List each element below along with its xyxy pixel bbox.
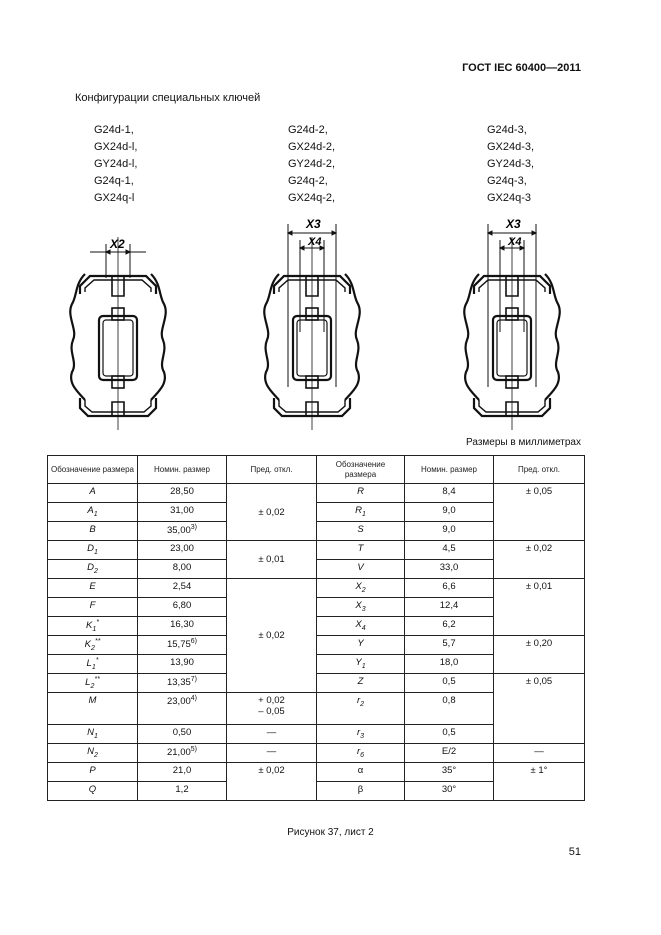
symbol-cell: F	[48, 598, 138, 617]
symbol-cell: T	[317, 541, 405, 560]
code-item: G24q-2,	[288, 175, 328, 187]
symbol-cell: $A_1$	[48, 503, 138, 522]
symbol-cell: M	[48, 693, 138, 725]
table-row	[48, 674, 585, 693]
header-cell: Пред. откл.	[227, 456, 317, 484]
symbol-cell: P	[48, 763, 138, 782]
section-caption: Конфигурации специальных ключей	[75, 92, 261, 104]
symbol-cell: V	[317, 560, 405, 579]
symbol-cell: $X_4$	[317, 617, 405, 636]
header-cell: Номин. размер	[405, 456, 494, 484]
table-row	[48, 541, 585, 560]
code-item: G24d-2,	[288, 124, 328, 136]
header-cell: Пред. откл.	[494, 456, 585, 484]
value-cell: 4,5	[405, 541, 494, 560]
tolerance-cell: ± 1°	[494, 763, 585, 801]
value-cell: 35,00$^{3)}$	[138, 522, 227, 541]
symbol-cell: R	[317, 484, 405, 503]
code-item: G24q-3,	[487, 175, 527, 187]
key-figure-3	[464, 217, 559, 430]
value-cell: 28,50	[138, 484, 227, 503]
symbol-cell: $r_3$	[317, 725, 405, 744]
key-figure-1	[70, 237, 165, 430]
page-number: 51	[568, 846, 581, 858]
code-item: GX24d-l,	[94, 141, 138, 153]
value-cell: 23,00$^{4)}$	[138, 693, 227, 725]
table-row	[48, 744, 585, 763]
symbol-cell: A	[48, 484, 138, 503]
dimension-label-x2: X2	[110, 237, 125, 251]
symbol-cell: $R_1$	[317, 503, 405, 522]
code-column-2	[288, 122, 335, 207]
symbol-cell: Y	[317, 636, 405, 655]
dimensions-table	[47, 455, 585, 801]
key-configuration-drawings	[0, 212, 661, 432]
symbol-cell: $Y_1$	[317, 655, 405, 674]
value-cell: 5,7	[405, 636, 494, 655]
symbol-cell: β	[317, 782, 405, 801]
value-cell: 0,5	[405, 725, 494, 744]
code-column-3	[487, 122, 534, 207]
code-item: G24q-1,	[94, 175, 134, 187]
code-item: GY24d-l,	[94, 158, 138, 170]
header-cell: Обозначение размера	[317, 456, 405, 484]
tolerance-cell: ± 0,05	[494, 484, 585, 541]
code-item: G24d-1,	[94, 124, 134, 136]
value-cell: 8,00	[138, 560, 227, 579]
key-figure-2	[264, 217, 359, 430]
value-cell: 21,0	[138, 763, 227, 782]
value-cell: 8,4	[405, 484, 494, 503]
tolerance-cell: ± 0,05	[494, 674, 585, 744]
symbol-cell: Z	[317, 674, 405, 693]
symbol-cell: $K_2^{**}$	[48, 636, 138, 655]
table-header-row	[48, 456, 585, 484]
symbol-cell: $K_1^*$	[48, 617, 138, 636]
symbol-cell: Q	[48, 782, 138, 801]
value-cell: 0,50	[138, 725, 227, 744]
figure-caption: Рисунок 37, лист 2	[287, 827, 374, 838]
tolerance-cell: —	[227, 744, 317, 763]
value-cell: 12,4	[405, 598, 494, 617]
value-cell: 0,8	[405, 693, 494, 725]
code-item: GX24q-2,	[288, 192, 336, 204]
dimension-label-x4: X4	[508, 236, 522, 248]
symbol-cell: α	[317, 763, 405, 782]
symbol-cell: $D_2$	[48, 560, 138, 579]
header-cell: Обозначение размера	[48, 456, 138, 484]
symbol-cell: $N_2$	[48, 744, 138, 763]
code-column-1	[94, 122, 137, 207]
table-row	[48, 579, 585, 598]
value-cell: 16,30	[138, 617, 227, 636]
value-cell: 35°	[405, 763, 494, 782]
tolerance-cell: ± 0,02	[227, 579, 317, 693]
standard-designation: ГОСТ IEC 60400—2011	[462, 62, 581, 74]
symbol-cell: S	[317, 522, 405, 541]
symbol-cell: $X_3$	[317, 598, 405, 617]
symbol-cell: $r_2$	[317, 693, 405, 725]
value-cell: 18,0	[405, 655, 494, 674]
value-cell: 31,00	[138, 503, 227, 522]
tolerance-cell: ± 0,02	[227, 763, 317, 801]
code-item: GX24q-3	[487, 192, 532, 204]
tolerance-cell: ± 0,01	[227, 541, 317, 579]
code-item: GX24d-3,	[487, 141, 535, 153]
value-cell: E/2	[405, 744, 494, 763]
symbol-cell: $N_1$	[48, 725, 138, 744]
tolerance-cell: + 0,02 – 0,05	[227, 693, 317, 725]
tolerance-cell: ± 0,01	[494, 579, 585, 636]
value-cell: 15,75$^{6)}$	[138, 636, 227, 655]
value-cell: 6,80	[138, 598, 227, 617]
table-row	[48, 763, 585, 782]
code-item: GY24d-3,	[487, 158, 535, 170]
symbol-cell: $r_6$	[317, 744, 405, 763]
tolerance-cell: —	[227, 725, 317, 744]
tolerance-cell: ± 0,20	[494, 636, 585, 674]
tolerance-cell: —	[494, 744, 585, 763]
symbol-cell: $X_2$	[317, 579, 405, 598]
value-cell: 23,00	[138, 541, 227, 560]
dimension-label-x4: X4	[308, 236, 322, 248]
tolerance-cell: ± 0,02	[227, 484, 317, 541]
value-cell: 21,00$^{5)}$	[138, 744, 227, 763]
value-cell: 9,0	[405, 522, 494, 541]
dimension-label-x3: X3	[506, 217, 521, 231]
header-cell: Номин. размер	[138, 456, 227, 484]
value-cell: 6,2	[405, 617, 494, 636]
code-item: G24d-3,	[487, 124, 527, 136]
value-cell: 13,35$^{7)}$	[138, 674, 227, 693]
symbol-cell: $L_2^{**}$	[48, 674, 138, 693]
symbol-cell: B	[48, 522, 138, 541]
value-cell: 30°	[405, 782, 494, 801]
table-row	[48, 484, 585, 503]
code-item: GX24d-2,	[288, 141, 336, 153]
units-note: Размеры в миллиметрах	[466, 437, 581, 448]
value-cell: 6,6	[405, 579, 494, 598]
value-cell: 9,0	[405, 503, 494, 522]
value-cell: 0,5	[405, 674, 494, 693]
code-item: GY24d-2,	[288, 158, 336, 170]
value-cell: 1,2	[138, 782, 227, 801]
symbol-cell: $L_1^*$	[48, 655, 138, 674]
value-cell: 33,0	[405, 560, 494, 579]
value-cell: 13,90	[138, 655, 227, 674]
symbol-cell: $D_1$	[48, 541, 138, 560]
symbol-cell: E	[48, 579, 138, 598]
table-row	[48, 636, 585, 655]
tolerance-cell: ± 0,02	[494, 541, 585, 579]
code-item: GX24q-l	[94, 192, 135, 204]
dimension-label-x3: X3	[306, 217, 321, 231]
value-cell: 2,54	[138, 579, 227, 598]
